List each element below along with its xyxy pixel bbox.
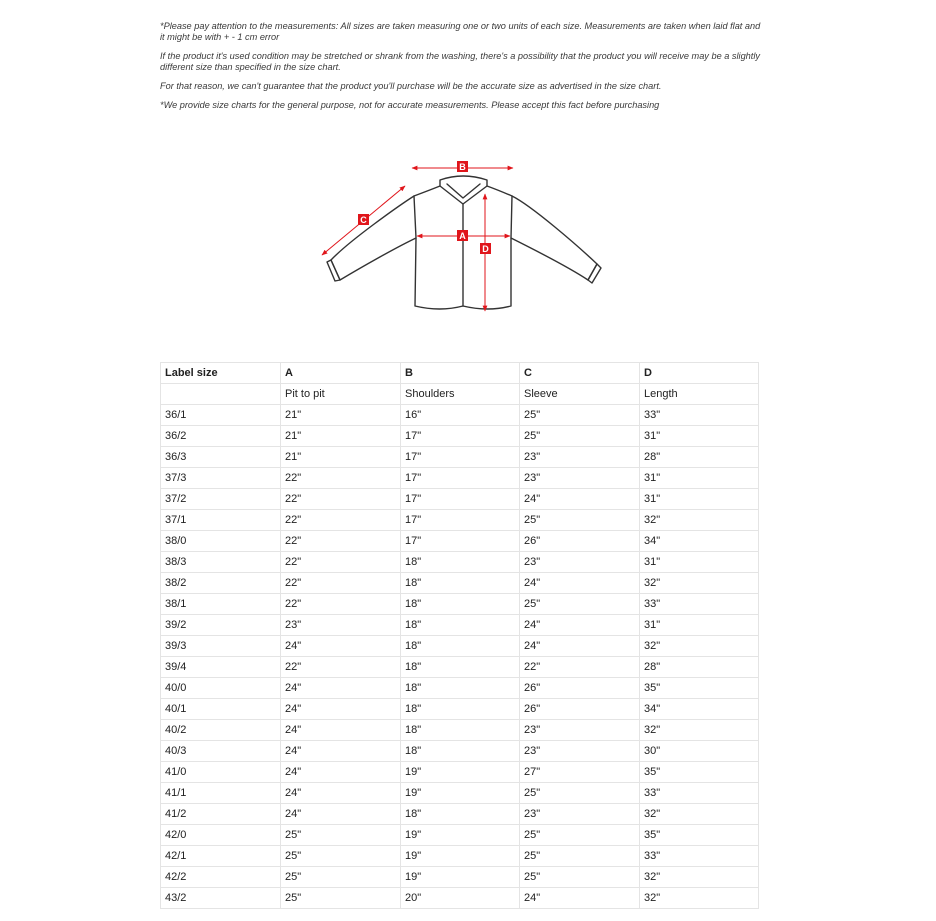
table-row <box>161 552 759 573</box>
table-row <box>161 804 759 825</box>
cell-length: 33" <box>640 405 759 426</box>
cell-length: 31" <box>640 615 759 636</box>
cell-label-size: 39/3 <box>161 636 281 657</box>
cell-pit-to-pit: 22" <box>281 531 401 552</box>
subheader-length: Length <box>640 384 759 405</box>
table-row <box>161 489 759 510</box>
cell-pit-to-pit: 22" <box>281 489 401 510</box>
table-row <box>161 510 759 531</box>
cell-length: 34" <box>640 531 759 552</box>
cell-shoulders: 19" <box>401 783 520 804</box>
label-a-text: A <box>459 231 466 241</box>
cell-label-size: 36/2 <box>161 426 281 447</box>
cell-shoulders: 17" <box>401 510 520 531</box>
header-label-size: Label size <box>161 363 281 384</box>
cell-pit-to-pit: 24" <box>281 678 401 699</box>
cell-label-size: 37/3 <box>161 468 281 489</box>
table-row <box>161 846 759 867</box>
cell-shoulders: 18" <box>401 636 520 657</box>
table-row <box>161 468 759 489</box>
table-subheader-row <box>161 384 759 405</box>
cell-length: 32" <box>640 888 759 909</box>
cell-label-size: 41/1 <box>161 783 281 804</box>
cell-shoulders: 19" <box>401 762 520 783</box>
label-b-badge <box>457 161 468 172</box>
cell-shoulders: 17" <box>401 468 520 489</box>
cell-shoulders: 18" <box>401 552 520 573</box>
table-row <box>161 405 759 426</box>
table-header-row <box>161 363 759 384</box>
cell-shoulders: 18" <box>401 741 520 762</box>
cell-label-size: 42/2 <box>161 867 281 888</box>
cell-pit-to-pit: 22" <box>281 510 401 531</box>
cell-shoulders: 17" <box>401 489 520 510</box>
cell-pit-to-pit: 23" <box>281 615 401 636</box>
cell-label-size: 40/2 <box>161 720 281 741</box>
cell-sleeve: 26" <box>520 678 640 699</box>
cell-pit-to-pit: 25" <box>281 888 401 909</box>
cell-length: 31" <box>640 489 759 510</box>
cell-pit-to-pit: 24" <box>281 741 401 762</box>
cell-shoulders: 17" <box>401 447 520 468</box>
cell-length: 34" <box>640 699 759 720</box>
cell-label-size: 40/3 <box>161 741 281 762</box>
cell-length: 28" <box>640 657 759 678</box>
cell-sleeve: 27" <box>520 762 640 783</box>
cell-length: 32" <box>640 573 759 594</box>
cell-shoulders: 18" <box>401 615 520 636</box>
shirt-outline-icon <box>327 176 601 309</box>
table-row <box>161 741 759 762</box>
size-chart-table <box>160 362 759 909</box>
table-row <box>161 636 759 657</box>
table-row <box>161 447 759 468</box>
cell-sleeve: 23" <box>520 804 640 825</box>
table-row <box>161 825 759 846</box>
cell-label-size: 43/2 <box>161 888 281 909</box>
size-chart-body <box>161 363 759 909</box>
cell-label-size: 40/0 <box>161 678 281 699</box>
cell-pit-to-pit: 24" <box>281 762 401 783</box>
table-row <box>161 531 759 552</box>
cell-label-size: 38/0 <box>161 531 281 552</box>
cell-sleeve: 26" <box>520 699 640 720</box>
cell-label-size: 40/1 <box>161 699 281 720</box>
cell-shoulders: 19" <box>401 825 520 846</box>
table-row <box>161 594 759 615</box>
cell-pit-to-pit: 22" <box>281 594 401 615</box>
cell-sleeve: 24" <box>520 573 640 594</box>
cell-length: 31" <box>640 468 759 489</box>
cell-label-size: 37/2 <box>161 489 281 510</box>
table-row <box>161 573 759 594</box>
subheader-empty <box>161 384 281 405</box>
cell-sleeve: 26" <box>520 531 640 552</box>
cell-shoulders: 17" <box>401 426 520 447</box>
table-row <box>161 678 759 699</box>
cell-label-size: 39/2 <box>161 615 281 636</box>
label-c-text: C <box>360 215 367 225</box>
cell-sleeve: 25" <box>520 510 640 531</box>
cell-length: 32" <box>640 867 759 888</box>
cell-shoulders: 20" <box>401 888 520 909</box>
cell-shoulders: 18" <box>401 699 520 720</box>
cell-pit-to-pit: 24" <box>281 636 401 657</box>
cell-shoulders: 18" <box>401 720 520 741</box>
cell-label-size: 42/0 <box>161 825 281 846</box>
cell-shoulders: 18" <box>401 804 520 825</box>
cell-length: 32" <box>640 804 759 825</box>
cell-pit-to-pit: 25" <box>281 825 401 846</box>
cell-pit-to-pit: 21" <box>281 447 401 468</box>
subheader-pit-to-pit: Pit to pit <box>281 384 401 405</box>
cell-pit-to-pit: 24" <box>281 720 401 741</box>
cell-length: 31" <box>640 552 759 573</box>
table-row <box>161 783 759 804</box>
table-row <box>161 426 759 447</box>
note-used-condition: If the product it's used condition may be stretched or shrank from the washing, there's a possibility that the product you will receive may be a slightly different size than specified in the size chart. <box>160 51 760 72</box>
shirt-measurement-diagram <box>310 150 620 330</box>
header-b: B <box>401 363 520 384</box>
table-row <box>161 699 759 720</box>
cell-sleeve: 25" <box>520 426 640 447</box>
cell-sleeve: 25" <box>520 594 640 615</box>
cell-sleeve: 25" <box>520 867 640 888</box>
header-c: C <box>520 363 640 384</box>
cell-sleeve: 24" <box>520 888 640 909</box>
cell-length: 32" <box>640 720 759 741</box>
subheader-sleeve: Sleeve <box>520 384 640 405</box>
cell-length: 32" <box>640 510 759 531</box>
cell-sleeve: 25" <box>520 405 640 426</box>
cell-pit-to-pit: 22" <box>281 468 401 489</box>
cell-length: 28" <box>640 447 759 468</box>
cell-pit-to-pit: 21" <box>281 426 401 447</box>
cell-pit-to-pit: 25" <box>281 846 401 867</box>
cell-pit-to-pit: 21" <box>281 405 401 426</box>
measurement-notes <box>160 21 765 119</box>
cell-sleeve: 23" <box>520 741 640 762</box>
cell-length: 35" <box>640 678 759 699</box>
cell-length: 35" <box>640 762 759 783</box>
cell-shoulders: 16" <box>401 405 520 426</box>
cell-pit-to-pit: 24" <box>281 699 401 720</box>
label-b-text: B <box>459 162 466 172</box>
cell-shoulders: 18" <box>401 678 520 699</box>
table-row <box>161 657 759 678</box>
cell-sleeve: 23" <box>520 468 640 489</box>
cell-sleeve: 24" <box>520 615 640 636</box>
cell-sleeve: 23" <box>520 720 640 741</box>
cell-shoulders: 18" <box>401 573 520 594</box>
cell-pit-to-pit: 24" <box>281 804 401 825</box>
cell-sleeve: 24" <box>520 489 640 510</box>
cell-pit-to-pit: 22" <box>281 657 401 678</box>
cell-pit-to-pit: 22" <box>281 552 401 573</box>
cell-length: 33" <box>640 783 759 804</box>
table-row <box>161 762 759 783</box>
table-row <box>161 615 759 636</box>
label-c-badge <box>358 214 369 225</box>
header-d: D <box>640 363 759 384</box>
subheader-shoulders: Shoulders <box>401 384 520 405</box>
cell-label-size: 38/3 <box>161 552 281 573</box>
table-row <box>161 888 759 909</box>
header-a: A <box>281 363 401 384</box>
cell-sleeve: 23" <box>520 552 640 573</box>
cell-sleeve: 23" <box>520 447 640 468</box>
cell-pit-to-pit: 24" <box>281 783 401 804</box>
cell-label-size: 38/2 <box>161 573 281 594</box>
cell-label-size: 37/1 <box>161 510 281 531</box>
note-no-guarantee: For that reason, we can't guarantee that the product you'll purchase will be the accurate size as advertised in the size chart. <box>160 81 662 91</box>
cell-length: 32" <box>640 636 759 657</box>
cell-sleeve: 25" <box>520 846 640 867</box>
cell-sleeve: 25" <box>520 825 640 846</box>
cell-label-size: 39/4 <box>161 657 281 678</box>
cell-shoulders: 19" <box>401 846 520 867</box>
cell-shoulders: 18" <box>401 657 520 678</box>
cell-pit-to-pit: 22" <box>281 573 401 594</box>
cell-shoulders: 19" <box>401 867 520 888</box>
cell-sleeve: 24" <box>520 636 640 657</box>
cell-sleeve: 25" <box>520 783 640 804</box>
cell-pit-to-pit: 25" <box>281 867 401 888</box>
cell-label-size: 36/1 <box>161 405 281 426</box>
table-row <box>161 867 759 888</box>
label-d-badge <box>480 243 491 254</box>
cell-shoulders: 17" <box>401 531 520 552</box>
label-a-badge <box>457 230 468 241</box>
cell-label-size: 41/2 <box>161 804 281 825</box>
table-row <box>161 720 759 741</box>
cell-label-size: 42/1 <box>161 846 281 867</box>
cell-shoulders: 18" <box>401 594 520 615</box>
cell-length: 35" <box>640 825 759 846</box>
cell-length: 33" <box>640 846 759 867</box>
cell-length: 31" <box>640 426 759 447</box>
cell-length: 30" <box>640 741 759 762</box>
cell-label-size: 41/0 <box>161 762 281 783</box>
note-general-purpose: *We provide size charts for the general purpose, not for accurate measurements. Please accept this fact before purchasing <box>160 100 660 110</box>
cell-label-size: 36/3 <box>161 447 281 468</box>
note-measurement-error: *Please pay attention to the measurements: All sizes are taken measuring one or two units of each size. Measurements are taken when laid flat and it might be with + - 1 cm error <box>160 21 761 42</box>
label-d-text: D <box>482 244 489 254</box>
cell-length: 33" <box>640 594 759 615</box>
cell-sleeve: 22" <box>520 657 640 678</box>
cell-label-size: 38/1 <box>161 594 281 615</box>
